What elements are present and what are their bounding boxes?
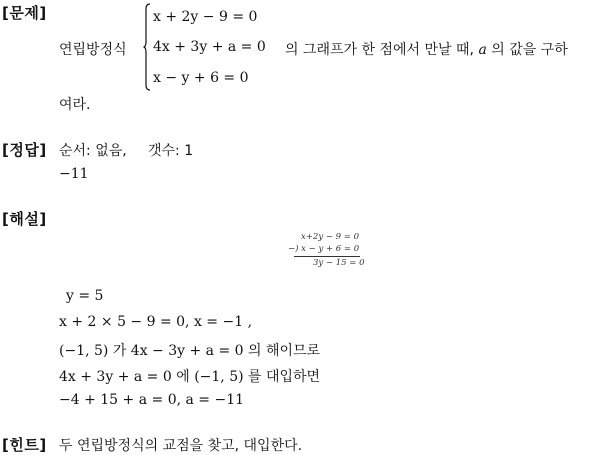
system-brace <box>143 3 151 91</box>
system-eq-1: x + 2y − 9 = 0 <box>153 9 258 25</box>
problem-var: a <box>478 42 487 58</box>
solution-line-5: −4 + 15 + a = 0, a = −11 <box>59 392 245 408</box>
handwork-rule <box>294 256 360 257</box>
system-eq-2: 4x + 3y + a = 0 <box>153 39 266 55</box>
solution-line-2: x + 2 × 5 − 9 = 0, x = −1 , <box>59 314 253 330</box>
problem-tail-b: 의 값을 구하 <box>491 42 568 58</box>
system-eq-3: x − y + 6 = 0 <box>153 70 249 86</box>
problem-tail-a: 의 그래프가 한 점에서 만날 때, <box>285 42 474 58</box>
handwork-line-3: 3y − 15 = 0 <box>313 258 365 268</box>
answer-order: 순서: 없음, <box>59 143 127 159</box>
handwork-line-2: −) x − y + 6 = 0 <box>288 244 360 254</box>
hint-text: 두 연립방정식의 교점을 찾고, 대입한다. <box>59 438 303 454</box>
solution-tag: [해설] <box>2 210 47 228</box>
problem-tail <box>285 39 568 59</box>
answer-count: 갯수: 1 <box>148 143 194 159</box>
solution-line-3: (−1, 5) 가 4x − 3y + a = 0 의 해이므로 <box>59 343 321 359</box>
solution-line-1: y = 5 <box>66 288 104 304</box>
handwork-line-1: x+2y − 9 = 0 <box>301 232 359 242</box>
problem-tag: [문제] <box>2 4 47 22</box>
problem-continuation: 여라. <box>59 97 91 113</box>
problem-lead: 연립방정식 <box>59 42 127 58</box>
answer-tag: [정답] <box>2 141 47 159</box>
solution-line-4: 4x + 3y + a = 0 에 (−1, 5) 를 대입하면 <box>59 369 321 385</box>
answer-value: −11 <box>59 166 89 182</box>
hint-tag: [힌트] <box>2 436 47 454</box>
